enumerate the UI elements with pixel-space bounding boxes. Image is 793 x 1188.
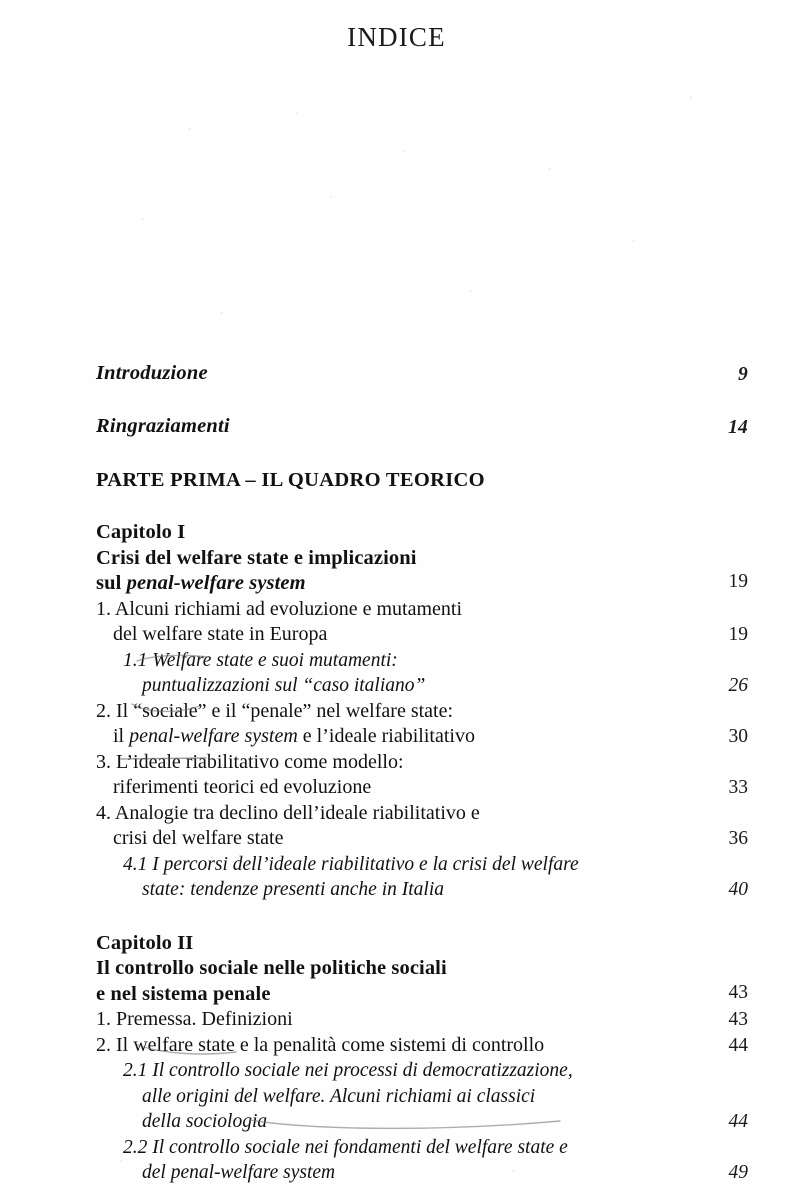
toc-item[interactable]: 4. Analogie tra declino dell’ideale riabilitativo e crisi del welfare state 36 — [96, 801, 748, 852]
toc-page-number: 43 — [728, 1009, 748, 1030]
chapter-title-line-1: Il controllo sociale nelle politiche sociali — [96, 957, 447, 979]
toc-item[interactable]: 3. L’ideale riabilitativo come modello: riferimenti teorici ed evoluzione 33 — [96, 750, 748, 801]
page-title: INDICE — [347, 22, 446, 52]
toc-entry-label: Ringraziamenti — [96, 415, 230, 437]
chapter-heading[interactable] — [96, 520, 748, 597]
chapter-title-line-2: sul penal-welfare system — [96, 572, 306, 594]
toc-page-number: 44 — [728, 1034, 748, 1056]
toc-page-number: 43 — [728, 981, 748, 1003]
toc-page-number: 49 — [728, 1162, 748, 1183]
chapter-label: Capitolo I — [96, 521, 186, 543]
toc-entry-label: Introduzione — [96, 362, 208, 384]
scan-speck — [402, 150, 405, 152]
scan-speck — [470, 290, 472, 292]
toc-subitem[interactable]: 1.1 Welfare state e suoi mutamenti: puntualizzazioni sul “caso italiano” 26 — [96, 648, 748, 699]
toc-page-number: 26 — [728, 675, 748, 696]
chapter-title-line-1: Crisi del welfare state e implicazioni — [96, 546, 417, 569]
scan-speck — [548, 168, 551, 170]
scan-speck — [142, 218, 144, 220]
toc-page-number: 44 — [728, 1111, 748, 1132]
toc-item[interactable]: 1. Premessa. Definizioni 43 — [96, 1007, 748, 1033]
toc-item[interactable]: 2. Il welfare state e la penalità come sistemi di controllo 44 — [96, 1033, 748, 1059]
toc-entry-introduzione[interactable] — [96, 362, 748, 385]
toc-page-number: 30 — [728, 726, 748, 747]
toc-page-number: 9 — [738, 364, 748, 385]
toc-page-number: 40 — [728, 879, 748, 900]
toc-page-number: 36 — [728, 828, 748, 849]
toc-item[interactable]: 2. Il “sociale” e il “penale” nel welfare state: il penal-welfare system e l’ideale riabilitativo 30 — [96, 699, 748, 750]
table-of-contents — [96, 362, 748, 1186]
toc-page-number: 33 — [728, 777, 748, 798]
toc-chapter-2 — [96, 931, 748, 1186]
toc-item[interactable]: 1. Alcuni richiami ad evoluzione e mutamenti del welfare state in Europa 19 — [96, 597, 748, 648]
toc-entry-ringraziamenti[interactable] — [96, 415, 748, 438]
scan-speck — [690, 96, 692, 99]
toc-page-number: 19 — [728, 571, 748, 592]
chapter-title-line-2: e nel sistema penale — [96, 982, 271, 1005]
toc-page-number: 19 — [728, 624, 748, 645]
scan-speck — [220, 312, 223, 314]
toc-part-heading: PARTE PRIMA – IL QUADRO TEORICO — [96, 469, 485, 491]
chapter-label: Capitolo II — [96, 931, 194, 954]
scan-speck — [296, 112, 298, 115]
toc-subitem[interactable]: 2.1 Il controllo sociale nei processi di democratizzazione, alle origini del welfare. Alcuni richiami ai classici della sociologia 44 — [96, 1058, 748, 1135]
toc-subitem[interactable]: 2.2 Il controllo sociale nei fondamenti del welfare state e del penal-welfare system 49 — [96, 1135, 748, 1186]
scan-speck — [188, 128, 191, 130]
scan-speck — [632, 240, 635, 242]
toc-subitem[interactable]: 4.1 I percorsi dell’ideale riabilitativo e la crisi del welfare state: tendenze presenti anche in Italia 40 — [96, 852, 748, 903]
scan-speck — [330, 196, 332, 198]
toc-chapter-1 — [96, 520, 748, 903]
chapter-heading[interactable] — [96, 931, 748, 1008]
toc-page-number: 14 — [728, 417, 748, 438]
